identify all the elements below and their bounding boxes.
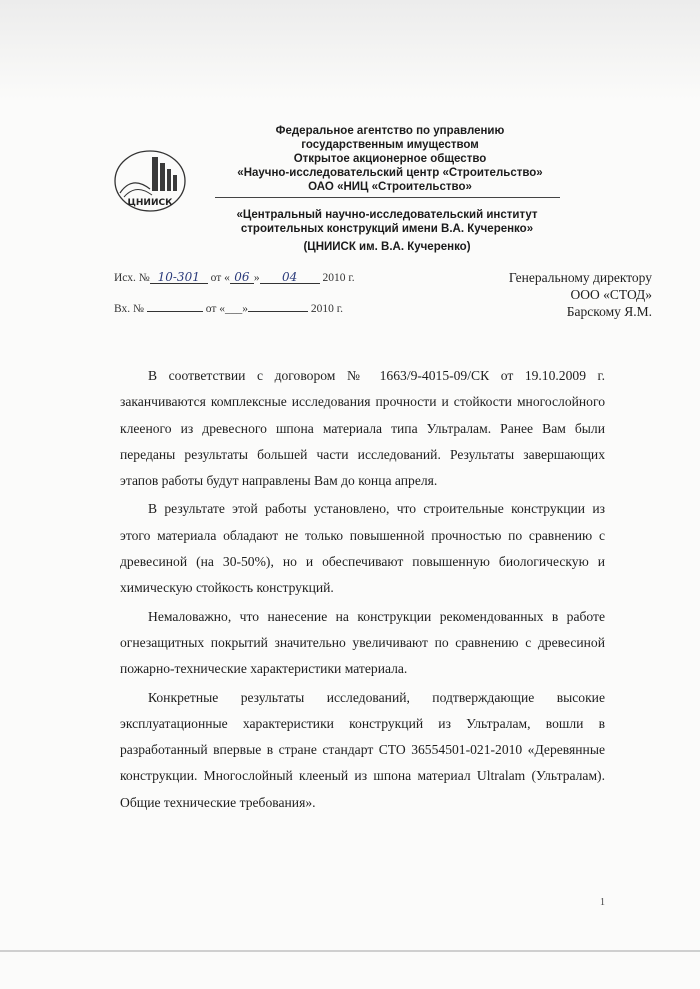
outgoing-registration — [114, 270, 355, 284]
outgoing-date-mid: » — [253, 272, 260, 284]
outgoing-month: 04 — [281, 270, 298, 284]
incoming-label: Вх. № — [114, 303, 144, 315]
institute-short-name: (ЦНИИСК им. В.А. Кучеренко) — [303, 241, 471, 253]
outgoing-year: 2010 г. — [322, 272, 355, 284]
body-paragraph: Немаловажно, что нанесение на конструкции рекомендованных в работе огнезащитных покрытий значительно увеличивают по сравнению с древесиной пожарно-технические характеристики материала. — [120, 608, 605, 677]
logo-building-4 — [173, 175, 177, 191]
outgoing-day: 06 — [234, 270, 250, 284]
scan-shadow-top — [0, 0, 700, 100]
outgoing-month-field — [260, 270, 320, 284]
logo-building-1 — [152, 157, 158, 191]
incoming-date-prefix: от «___» — [205, 303, 248, 315]
body-paragraph: В результате этой работы установлено, что строительные конструкции из этого материала обладают не только повышенной прочностью по сравнению с древесиной (на 30-50%), но и обеспечивают повышенную биологическую и химическую стойкость конструкций. — [120, 501, 605, 596]
incoming-registration — [114, 298, 343, 315]
cniisk-logo — [112, 145, 188, 213]
outgoing-date-prefix: от « — [210, 272, 230, 284]
incoming-number-field — [147, 298, 203, 312]
header-line: Федеральное агентство по управлению — [275, 125, 505, 137]
outgoing-label: Исх. № — [114, 272, 150, 284]
institute-line: строительных конструкций имени В.А. Кучеренко» — [240, 223, 534, 235]
outgoing-day-field — [230, 270, 254, 284]
incoming-year: 2010 г. — [310, 303, 344, 315]
incoming-month-field — [248, 298, 308, 312]
outgoing-number: 10-301 — [157, 270, 200, 284]
body-paragraph: Конкретные результаты исследований, подтверждающие высокие эксплуатационные характеристики конструкций из Ультралам, вошли в разработанный впервые в стране стандарт СТО 36554501-021-2010 «Деревянные конструкции. Многослойный клееный из шпона материал Ultralam (Ультралам). Общие технические требования». — [120, 689, 605, 810]
scan-edge-bottom — [0, 950, 700, 952]
header-divider — [215, 197, 560, 198]
logo-building-3 — [167, 169, 171, 191]
header-line: Открытое акционерное общество — [293, 153, 487, 165]
institute-line: «Центральный научно-исследовательский институт — [236, 209, 538, 221]
addressee-line: Генеральному директору — [508, 270, 652, 285]
organization-header — [225, 124, 555, 194]
logo-building-2 — [160, 163, 165, 191]
addressee-line: ООО «СТОД» — [570, 287, 652, 302]
addressee-block — [509, 269, 652, 320]
addressee-line: Барскому Я.М. — [566, 304, 652, 319]
letter-body — [120, 363, 605, 818]
institute-name — [222, 208, 552, 236]
outgoing-number-field — [150, 270, 208, 284]
logo-text: ЦНИИСК — [127, 198, 173, 208]
header-line: государственным имуществом — [301, 139, 479, 151]
header-line: «Научно-исследовательский центр «Строительство» — [237, 167, 543, 179]
header-line: ОАО «НИЦ «Строительство» — [308, 181, 472, 193]
body-paragraph: В соответствии с договором № 1663/9-4015-09/СК от 19.10.2009 г. заканчиваются комплексные исследования прочности и стойкости многослойного клееного из древесного шпона материала типа Ультралам. Ранее Вам были переданы результаты большей части исследований. Результаты завершающих этапов работы будут направлены Вам до конца апреля. — [120, 368, 605, 489]
logo-arc-2 — [124, 189, 152, 197]
page-number: 1 — [600, 897, 605, 908]
